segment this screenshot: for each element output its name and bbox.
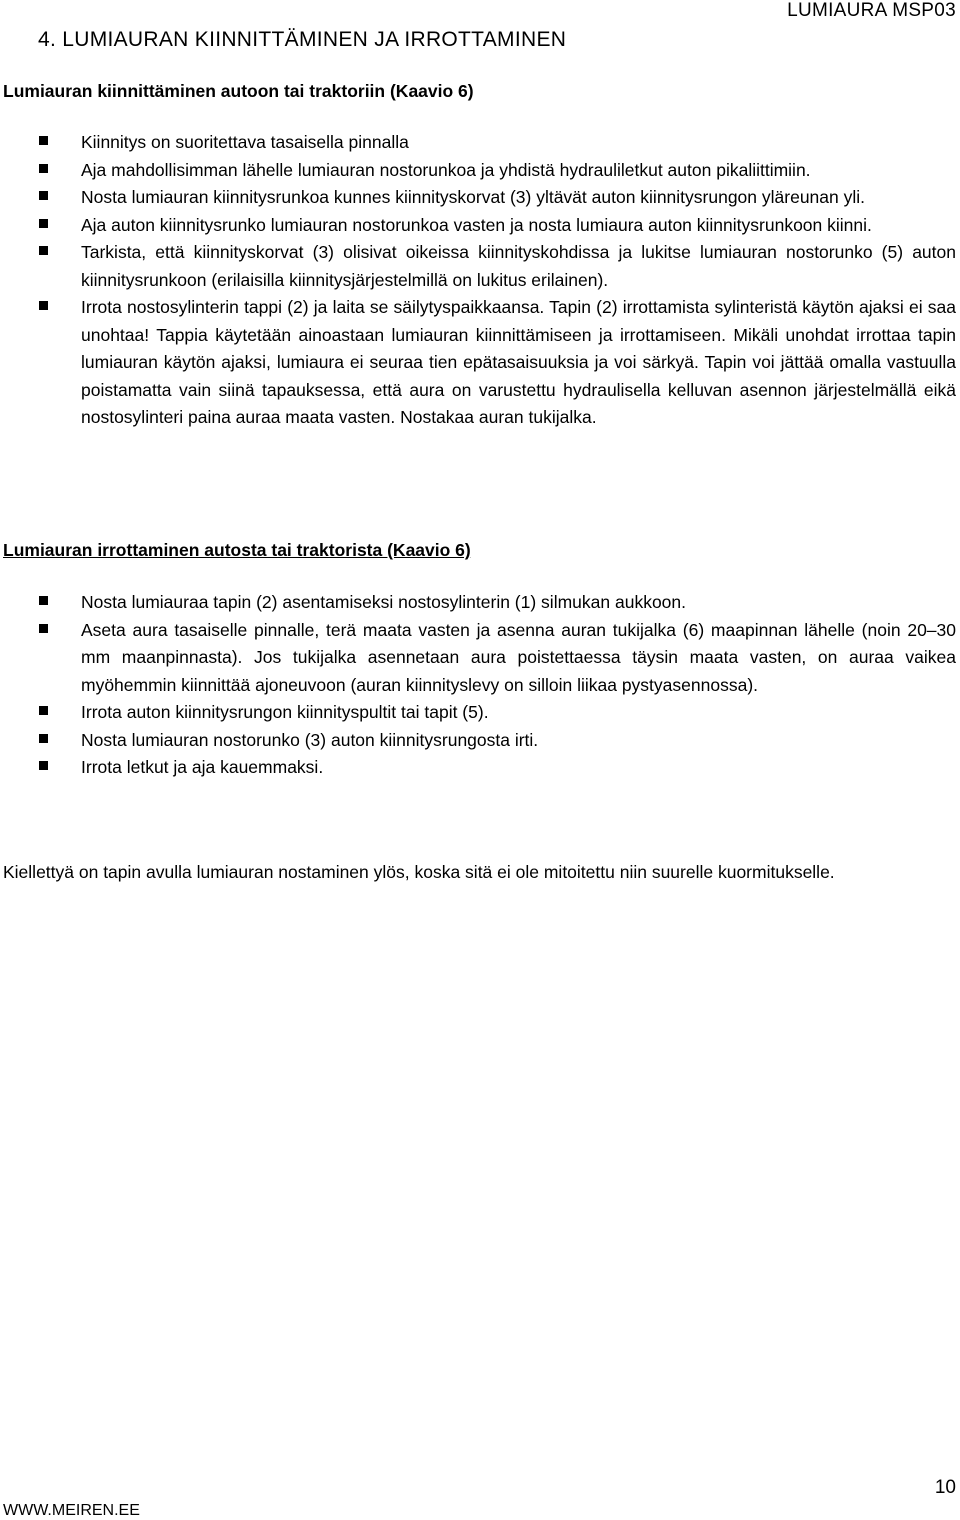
square-bullet-icon xyxy=(39,164,48,173)
list-item: Irrota letkut ja aja kauemmaksi. xyxy=(0,754,960,782)
square-bullet-icon xyxy=(39,734,48,743)
list-item: Irrota nostosylinterin tappi (2) ja laita se säilytyspaikkaansa. Tapin (2) irrottamista sylinteristä käytön ajaksi ei saa unohtaa! Tappia käytetään ainoastaan lumiauran kiinnittämiseen ja irrottamiseen. Mikäli unohdat irrottaa tapin lumiauran käytön ajaksi, lumiaura ei seuraa tien epätasaisuuksia ja voi särkyä. Tapin voi jättää omalla vastuulla poistamatta vain siinä tapauksessa, että aura on varustettu hydraulisella kelluvan asennon järjestelmällä eikä nostosylinteri paina auraa maata vasten. Nostakaa auran tukijalka. xyxy=(0,294,960,432)
page-title: 4. LUMIAURAN KIINNITTÄMINEN JA IRROTTAMINEN xyxy=(38,28,567,51)
list-item: Nosta lumiauraa tapin (2) asentamiseksi nostosylinterin (1) silmukan aukkoon. xyxy=(0,589,960,617)
square-bullet-icon xyxy=(39,301,48,310)
square-bullet-icon xyxy=(39,706,48,715)
detach-steps-list xyxy=(0,589,960,782)
attach-steps-list xyxy=(0,129,960,432)
square-bullet-icon xyxy=(39,624,48,633)
list-item: Tarkista, että kiinnityskorvat (3) olisivat oikeissa kiinnityskohdissa ja lukitse lumiauran nostorunko (5) auton kiinnitysrunkoon (erilaisilla kiinnitysjärjestelmillä on lukitus erilainen). xyxy=(0,239,960,294)
list-item: Irrota auton kiinnitysrungon kiinnityspultit tai tapit (5). xyxy=(0,699,960,727)
closing-note: Kiellettyä on tapin avulla lumiauran nostaminen ylös, koska sitä ei ole mitoitettu niin suurelle kuormitukselle. xyxy=(3,862,835,882)
section-heading-attach: Lumiauran kiinnittäminen autoon tai traktoriin (Kaavio 6) xyxy=(3,81,474,101)
square-bullet-icon xyxy=(39,761,48,770)
section-heading-detach: Lumiauran irrottaminen autosta tai traktorista (Kaavio 6) xyxy=(3,540,471,560)
list-item: Aja auton kiinnitysrunko lumiauran nostorunkoa vasten ja nosta lumiaura auton kiinnitysrunkoon kiinni. xyxy=(0,212,960,240)
list-item: Aja mahdollisimman lähelle lumiauran nostorunkoa ja yhdistä hydrauliletkut auton pikaliittimiin. xyxy=(0,157,960,185)
square-bullet-icon xyxy=(39,246,48,255)
list-item: Aseta aura tasaiselle pinnalle, terä maata vasten ja asenna auran tukijalka (6) maapinnan lähelle (noin 20–30 mm maanpinnasta). Jos tukijalka asennetaan aura poistettaessa täysin maata vasten, on auraa vaikea myöhemmin kiinnittää ajoneuvoon (auran kiinnityslevy on silloin liikaa pystyasennossa). xyxy=(0,617,960,700)
square-bullet-icon xyxy=(39,136,48,145)
footer-website: WWW.MEIREN.EE xyxy=(3,1502,140,1519)
list-item: Nosta lumiauran kiinnitysrunkoa kunnes kiinnityskorvat (3) yltävät auton kiinnitysrungon yläreunan yli. xyxy=(0,184,960,212)
square-bullet-icon xyxy=(39,191,48,200)
list-item: Kiinnitys on suoritettava tasaisella pinnalla xyxy=(0,129,960,157)
document-code: LUMIAURA MSP03 xyxy=(787,0,956,21)
square-bullet-icon xyxy=(39,596,48,605)
list-item: Nosta lumiauran nostorunko (3) auton kiinnitysrungosta irti. xyxy=(0,727,960,755)
square-bullet-icon xyxy=(39,219,48,228)
page-number: 10 xyxy=(934,1477,956,1498)
